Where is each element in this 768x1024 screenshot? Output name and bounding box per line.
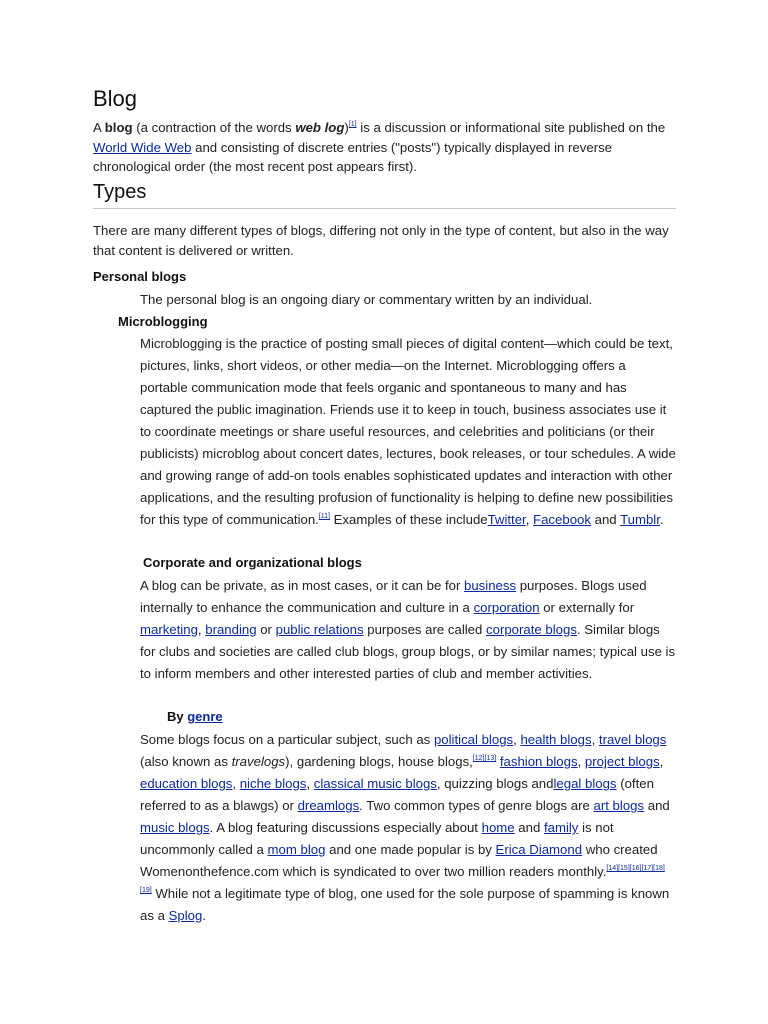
classical-music-blogs-link[interactable]: classical music blogs bbox=[313, 776, 437, 791]
intro-text: is a discussion or informational site published on the bbox=[356, 120, 666, 135]
separator: , bbox=[513, 732, 521, 747]
health-blogs-link[interactable]: health blogs bbox=[520, 732, 592, 747]
splog-link[interactable]: Splog bbox=[168, 908, 203, 923]
niche-blogs-link[interactable]: niche blogs bbox=[239, 776, 307, 791]
personal-blogs-text: The personal blog is an ongoing diary or commentary written by an individual. bbox=[140, 292, 593, 307]
genre-body: , quizzing blogs and bbox=[436, 776, 554, 791]
heading-by-label: By bbox=[167, 709, 188, 724]
genre-blogs-text bbox=[140, 729, 676, 927]
twitter-link[interactable]: Twitter bbox=[487, 512, 526, 527]
mom-blog-link[interactable]: mom blog bbox=[267, 842, 326, 857]
heading-microblogging: Microblogging bbox=[118, 314, 208, 329]
travelogs-term: travelogs bbox=[231, 754, 286, 769]
genre-body: is not uncommonly called a bbox=[140, 820, 614, 857]
corporate-blogs-text bbox=[140, 575, 676, 685]
separator: , bbox=[577, 754, 585, 769]
separator: and bbox=[644, 798, 670, 813]
types-intro: There are many different types of blogs, differing not only in the type of content, but also in the way that content is delivered or written. bbox=[93, 223, 669, 258]
corporation-link[interactable]: corporation bbox=[473, 600, 540, 615]
genre-body: ), gardening blogs, house blogs, bbox=[285, 754, 473, 769]
music-blogs-link[interactable]: music blogs bbox=[140, 820, 210, 835]
separator: or bbox=[256, 622, 276, 637]
citation-link[interactable]: [1] bbox=[348, 121, 357, 128]
separator: and bbox=[514, 820, 544, 835]
genre-body: who created Womenonthefence.com which is syndicated to over two million readers monthly. bbox=[140, 842, 658, 879]
microblogging-body: Microblogging is the practice of posting small pieces of digital content—which could be text, pictures, links, short videos, or other media—on the Internet. Microblogging offers a portable communication mode that feels organic and spontaneous to many and has captured the public imagination. Friends use it to keep in touch, business associates use it to coordinate meetings or share useful resources, and celebrities and politicians (or their publicists) microblog about concert dates, lectures, book releases, or tour schedules. A wide and growing range of add-on tools enables sophisticated updates and interaction with other applications, and the resulting profusion of functionality is helping to define new possibilities for this type of communication. bbox=[140, 336, 676, 527]
genre-body: . A blog featuring discussions especially about bbox=[209, 820, 482, 835]
separator: , bbox=[197, 622, 206, 637]
separator: , bbox=[232, 776, 240, 791]
education-blogs-link[interactable]: education blogs bbox=[140, 776, 233, 791]
separator: , bbox=[591, 732, 599, 747]
separator: . bbox=[659, 512, 664, 527]
corporate-body: purposes. Blogs used internally to enhance the communication and culture in a bbox=[140, 578, 647, 615]
heading-corporate-blogs: Corporate and organizational blogs bbox=[143, 555, 362, 570]
legal-blogs-link[interactable]: legal blogs bbox=[553, 776, 617, 791]
art-blogs-link[interactable]: art blogs bbox=[593, 798, 645, 813]
separator: , bbox=[659, 754, 664, 769]
corporate-blogs-link[interactable]: corporate blogs bbox=[486, 622, 577, 637]
intro-term-blog: blog bbox=[104, 120, 133, 135]
corporate-body: purposes are called bbox=[363, 622, 487, 637]
world-wide-web-link[interactable]: World Wide Web bbox=[93, 139, 192, 155]
citation-link[interactable]: [12][13] bbox=[472, 755, 497, 762]
separator: . bbox=[202, 908, 206, 923]
heading-personal-blogs: Personal blogs bbox=[93, 269, 187, 284]
project-blogs-link[interactable]: project blogs bbox=[584, 754, 660, 769]
corporate-body: . Similar blogs for clubs and societies are called club blogs, group blogs, or by similar names; typical use is to inform members and other interested parties of club and member activities. bbox=[140, 622, 676, 681]
tumblr-link[interactable]: Tumblr bbox=[620, 512, 660, 527]
home-link[interactable]: home bbox=[481, 820, 515, 835]
section-heading-types: Types bbox=[93, 181, 676, 209]
citation-link[interactable]: [11] bbox=[318, 513, 330, 520]
intro-text: ) bbox=[344, 120, 349, 135]
intro-term-weblog: web log bbox=[295, 120, 345, 135]
genre-body: and one made popular is by bbox=[325, 842, 496, 857]
separator: , bbox=[525, 512, 534, 527]
corporate-body: or externally for bbox=[539, 600, 635, 615]
business-link[interactable]: business bbox=[464, 578, 517, 593]
intro-text: (a contraction of the words bbox=[132, 120, 296, 135]
intro-text: and consisting of discrete entries ("posts") typically displayed in reverse chronological order (the most recent post appears first). bbox=[93, 139, 613, 174]
travel-blogs-link[interactable]: travel blogs bbox=[598, 732, 667, 747]
political-blogs-link[interactable]: political blogs bbox=[433, 732, 514, 747]
genre-body: While not a legitimate type of blog, one used for the sole purpose of spamming is known as a bbox=[140, 886, 670, 923]
intro-text: A bbox=[93, 120, 105, 135]
public-relations-link[interactable]: public relations bbox=[275, 622, 364, 637]
branding-link[interactable]: branding bbox=[205, 622, 257, 637]
heading-by-genre bbox=[167, 709, 223, 724]
genre-body: Some blogs focus on a particular subject, such as bbox=[140, 732, 434, 747]
separator: , bbox=[306, 776, 314, 791]
genre-link[interactable]: genre bbox=[187, 709, 223, 724]
facebook-link[interactable]: Facebook bbox=[533, 512, 591, 527]
microblogging-text bbox=[140, 333, 676, 531]
dreamlogs-link[interactable]: dreamlogs bbox=[297, 798, 360, 813]
microblogging-body: Examples of these include bbox=[330, 512, 488, 527]
intro-paragraph bbox=[93, 118, 677, 177]
page-title: Blog bbox=[93, 86, 138, 111]
marketing-link[interactable]: marketing bbox=[140, 622, 198, 637]
separator: and bbox=[590, 512, 621, 527]
genre-body: (often referred to as a blawgs) or bbox=[140, 776, 654, 813]
fashion-blogs-link[interactable]: fashion blogs bbox=[499, 754, 578, 769]
citation-link[interactable]: [14][15][16][17][18][19] bbox=[140, 865, 665, 894]
corporate-body: A blog can be private, as in most cases, or it can be for bbox=[140, 578, 464, 593]
genre-body: . Two common types of genre blogs are bbox=[359, 798, 594, 813]
family-link[interactable]: family bbox=[543, 820, 579, 835]
erica-diamond-link[interactable]: Erica Diamond bbox=[495, 842, 583, 857]
genre-body: (also known as bbox=[140, 754, 232, 769]
